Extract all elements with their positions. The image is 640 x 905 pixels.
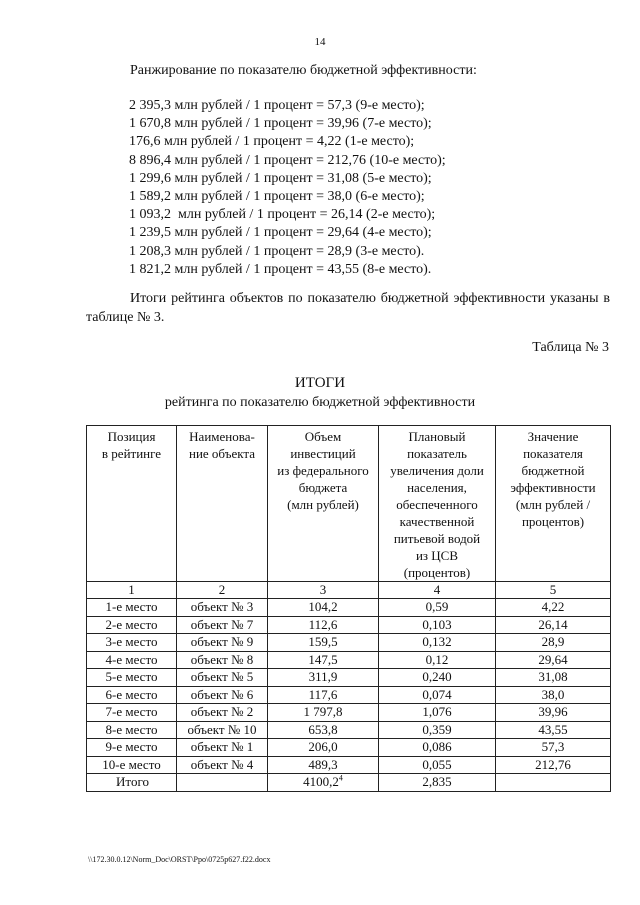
cell-position: 4-е место bbox=[87, 651, 177, 669]
table-row bbox=[87, 616, 611, 634]
cell-position: 1-е место bbox=[87, 599, 177, 617]
cell-investment: 159,5 bbox=[268, 634, 379, 652]
cell-object: объект № 8 bbox=[177, 651, 268, 669]
total-investment-value: 4100,2 bbox=[303, 774, 339, 790]
header-indicator: Плановый показатель увеличения доли населения, обеспеченного качественной питьевой водой из ЦСВ (процентов) bbox=[379, 426, 496, 582]
cell-object: объект № 10 bbox=[177, 721, 268, 739]
cell-efficiency: 31,08 bbox=[496, 669, 611, 687]
cell-object: объект № 6 bbox=[177, 686, 268, 704]
cell-investment: 206,0 bbox=[268, 739, 379, 757]
total-object-empty bbox=[177, 774, 268, 792]
cell-indicator: 0,074 bbox=[379, 686, 496, 704]
calculation-list bbox=[129, 97, 446, 279]
column-number-row bbox=[87, 582, 611, 599]
cell-position: 2-е место bbox=[87, 616, 177, 634]
cell-position: 7-е место bbox=[87, 704, 177, 722]
table-label: Таблица № 3 bbox=[532, 340, 609, 355]
cell-investment: 147,5 bbox=[268, 651, 379, 669]
calculation-line: 176,6 млн рублей / 1 процент = 4,22 (1-е место); bbox=[129, 134, 415, 150]
total-label: Итого bbox=[87, 774, 177, 792]
cell-position: 6-е место bbox=[87, 686, 177, 704]
summary-paragraph bbox=[86, 289, 610, 327]
cell-indicator: 0,132 bbox=[379, 634, 496, 652]
column-number: 4 bbox=[379, 582, 496, 599]
cell-efficiency: 28,9 bbox=[496, 634, 611, 652]
table-row bbox=[87, 599, 611, 617]
summary-text: Итоги рейтинга объектов по показателю бюджетной эффективности указаны в таблице № 3. bbox=[86, 291, 610, 325]
table-row bbox=[87, 686, 611, 704]
cell-investment: 112,6 bbox=[268, 616, 379, 634]
cell-indicator: 0,086 bbox=[379, 739, 496, 757]
cell-investment: 653,8 bbox=[268, 721, 379, 739]
header-investment: Объем инвестиций из федерального бюджета (млн рублей) bbox=[268, 426, 379, 582]
column-number: 2 bbox=[177, 582, 268, 599]
calculation-line: 1 208,3 млн рублей / 1 процент = 28,9 (3-е место). bbox=[129, 243, 425, 259]
cell-position: 9-е место bbox=[87, 739, 177, 757]
cell-indicator: 0,055 bbox=[379, 756, 496, 774]
table-header-row bbox=[87, 426, 611, 582]
cell-efficiency: 39,96 bbox=[496, 704, 611, 722]
table-row bbox=[87, 739, 611, 757]
calculation-line: 8 896,4 млн рублей / 1 процент = 212,76 (10-е место); bbox=[129, 152, 446, 168]
cell-object: объект № 7 bbox=[177, 616, 268, 634]
cell-indicator: 0,59 bbox=[379, 599, 496, 617]
cell-position: 10-е место bbox=[87, 756, 177, 774]
cell-indicator: 1,076 bbox=[379, 704, 496, 722]
cell-efficiency: 38,0 bbox=[496, 686, 611, 704]
calculation-line: 1 299,6 млн рублей / 1 процент = 31,08 (5-е место); bbox=[129, 170, 432, 186]
cell-indicator: 0,359 bbox=[379, 721, 496, 739]
calculation-line: 1 093,2 млн рублей / 1 процент = 26,14 (2-е место); bbox=[129, 207, 436, 223]
total-efficiency-empty bbox=[496, 774, 611, 792]
cell-investment: 104,2 bbox=[268, 599, 379, 617]
cell-object: объект № 2 bbox=[177, 704, 268, 722]
table-row bbox=[87, 721, 611, 739]
column-number: 5 bbox=[496, 582, 611, 599]
table-row bbox=[87, 634, 611, 652]
cell-efficiency: 57,3 bbox=[496, 739, 611, 757]
cell-position: 3-е место bbox=[87, 634, 177, 652]
cell-efficiency: 26,14 bbox=[496, 616, 611, 634]
footer-file-path: \\172.30.0.12\Norm_Doc\ORST\Ppo\0725p627.f22.docx bbox=[88, 855, 271, 864]
header-object: Наименова- ние объекта bbox=[177, 426, 268, 582]
ranking-heading: Ранжирование по показателю бюджетной эффективности: bbox=[130, 63, 477, 78]
footnote-marker: 4 bbox=[338, 773, 343, 783]
cell-position: 8-е место bbox=[87, 721, 177, 739]
table-title-block bbox=[0, 374, 640, 412]
page-number: 14 bbox=[314, 36, 326, 48]
cell-indicator: 0,103 bbox=[379, 616, 496, 634]
cell-object: объект № 5 bbox=[177, 669, 268, 687]
header-efficiency: Значение показателя бюджетной эффективности (млн рублей / процентов) bbox=[496, 426, 611, 582]
calculation-line: 1 821,2 млн рублей / 1 процент = 43,55 (8-е место). bbox=[129, 261, 432, 277]
cell-efficiency: 4,22 bbox=[496, 599, 611, 617]
column-number: 1 bbox=[87, 582, 177, 599]
cell-indicator: 0,240 bbox=[379, 669, 496, 687]
cell-investment: 117,6 bbox=[268, 686, 379, 704]
cell-efficiency: 212,76 bbox=[496, 756, 611, 774]
rating-table bbox=[86, 425, 611, 792]
column-number: 3 bbox=[268, 582, 379, 599]
table-row bbox=[87, 651, 611, 669]
cell-position: 5-е место bbox=[87, 669, 177, 687]
cell-object: объект № 4 bbox=[177, 756, 268, 774]
table-subtitle: рейтинга по показателю бюджетной эффективности bbox=[164, 395, 476, 410]
cell-object: объект № 9 bbox=[177, 634, 268, 652]
header-position: Позиция в рейтинге bbox=[87, 426, 177, 582]
calculation-line: 1 589,2 млн рублей / 1 процент = 38,0 (6-е место); bbox=[129, 189, 425, 205]
cell-object: объект № 3 bbox=[177, 599, 268, 617]
cell-object: объект № 1 bbox=[177, 739, 268, 757]
cell-investment: 1 797,8 bbox=[268, 704, 379, 722]
calculation-line: 1 670,8 млн рублей / 1 процент = 39,96 (7-е место); bbox=[129, 116, 432, 132]
table-row bbox=[87, 756, 611, 774]
cell-indicator: 0,12 bbox=[379, 651, 496, 669]
table-total-row bbox=[87, 774, 611, 792]
calculation-line: 2 395,3 млн рублей / 1 процент = 57,3 (9-е место); bbox=[129, 98, 425, 113]
table-title: ИТОГИ bbox=[294, 375, 346, 391]
cell-efficiency: 29,64 bbox=[496, 651, 611, 669]
cell-efficiency: 43,55 bbox=[496, 721, 611, 739]
total-indicator: 2,835 bbox=[379, 774, 496, 792]
table-row bbox=[87, 704, 611, 722]
total-investment bbox=[268, 774, 379, 792]
table-row bbox=[87, 669, 611, 687]
cell-investment: 489,3 bbox=[268, 756, 379, 774]
cell-investment: 311,9 bbox=[268, 669, 379, 687]
calculation-line: 1 239,5 млн рублей / 1 процент = 29,64 (4-е место); bbox=[129, 225, 432, 241]
